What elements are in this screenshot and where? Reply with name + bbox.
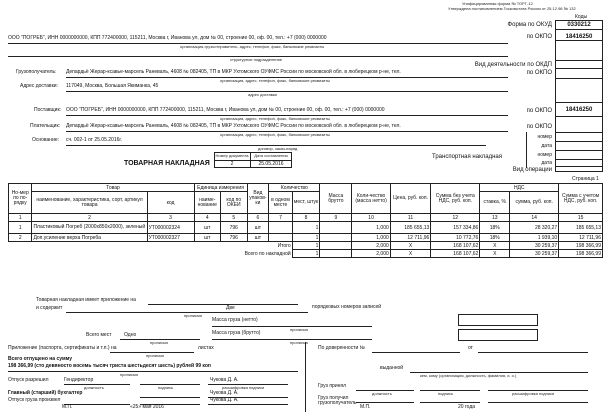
row2-sum: 10 772,76 xyxy=(431,234,480,242)
th-pack: Вид упаков-ки xyxy=(247,184,269,214)
vsego-vat: 30 259,37 xyxy=(510,250,559,258)
row2-total: 12 711,96 xyxy=(559,234,603,242)
consignee-value: Депардьё Жерар-ксавье-марсель Раневаль, 4608 № 082405, ТП в МКР Ухтомского ОУФМС России по московской обл. в люберецком р-не, тел. xyxy=(66,69,401,75)
accountant-label: Главный (старший) бухгалтер xyxy=(8,390,83,396)
two-text: Две xyxy=(226,305,235,311)
okdp-label: Вид деятельности по ОКДП xyxy=(474,62,552,68)
th-rate: ставка, % xyxy=(480,192,510,214)
row1-total: 185 655,13 xyxy=(559,222,603,234)
goods-table xyxy=(8,183,603,258)
row1-unit: шт xyxy=(194,222,221,234)
operation-label: Вид операции xyxy=(512,167,552,173)
basis-label: Основание: xyxy=(32,137,60,143)
row1-price: 185 655,13 xyxy=(390,222,431,234)
doc-number-header: Номер документа xyxy=(215,153,249,158)
th-vat: НДС xyxy=(480,184,559,192)
row1-name: Пластиковый Погреб (2000x850x2000), зеленый xyxy=(32,222,147,234)
th-okei: код по ОКЕИ xyxy=(221,192,248,214)
th-sum-novat: Сумма без учета НДС, руб. коп. xyxy=(431,184,480,214)
vsego-qty: 1 xyxy=(292,250,320,258)
words-caption-5: прописью xyxy=(146,353,165,358)
row2-price: 12 711,96 xyxy=(390,234,431,242)
payer-caption: организация, адрес, телефон, факс, банковские реквизиты xyxy=(220,132,330,137)
itogo-qty: 1 xyxy=(292,242,320,250)
row1-pack: шт xyxy=(247,222,269,234)
row2-unit: шт xyxy=(194,234,221,242)
poa-label: По доверенности № xyxy=(318,345,366,351)
delivery-caption: адрес доставки xyxy=(248,92,277,97)
row1-code: УТ000002324 xyxy=(147,222,194,234)
row1-okei: 796 xyxy=(221,222,248,234)
th-net: Коли-чество (масса нетто) xyxy=(352,184,390,214)
doc-title: ТОВАРНАЯ НАКЛАДНАЯ xyxy=(124,160,210,167)
contains-text: и содержит xyxy=(36,305,63,311)
released-name: Чукова Д. А. xyxy=(210,397,239,403)
number-label-1: номер xyxy=(537,134,552,140)
payer-label: Плательщик: xyxy=(30,123,61,129)
basis-caption: договор, заказ-наряд xyxy=(258,146,298,151)
itogo-net: 2,000 xyxy=(352,242,390,250)
words-caption-6: прописью xyxy=(120,372,139,377)
pos-caption-2: должность xyxy=(372,391,392,396)
row1-qty: 1 xyxy=(292,222,320,234)
th-gross: Масса брутто xyxy=(320,184,352,214)
col-num-9: 9 xyxy=(320,214,352,222)
th-qty: Количество xyxy=(269,184,320,192)
attach2-text: Приложение (паспорта, сертификаты и т.п.) на xyxy=(8,345,117,351)
table-row xyxy=(9,234,603,242)
cargo-allowed-label: Отпуск разрешил xyxy=(8,377,49,383)
year-text: 20 года xyxy=(458,404,476,410)
row2-qty: 1 xyxy=(292,234,320,242)
itogo-sum: 168 107,62 xyxy=(431,242,480,250)
division-caption: структурное подразделение xyxy=(230,57,283,62)
table-row xyxy=(9,222,603,234)
date-label-1: дата xyxy=(541,143,552,149)
th-places: мест, штук xyxy=(292,192,320,214)
decode-caption-2: расшифровка подписи xyxy=(512,391,555,396)
col-num-14: 14 xyxy=(510,214,559,222)
th-code: код xyxy=(147,192,194,214)
words-caption-2: прописью xyxy=(290,327,309,332)
sender-caption: организация-грузоотправитель, адрес, телефон, факс, банковские реквизиты xyxy=(180,44,325,49)
vsego-row: Всего по накладной 1 2,000 X 168 107,62 X 30 259,37 198 366,99 xyxy=(9,250,603,258)
row2-code: УТ000002327 xyxy=(147,234,194,242)
delivery-value: 117049, Москва, Большая Якиманка, 45 xyxy=(66,83,159,89)
row1-vat: 28 320,27 xyxy=(510,222,559,234)
date-label-2: дата xyxy=(541,160,552,166)
okpo-code-top: 18416250 xyxy=(565,34,593,40)
col-num-10: 10 xyxy=(352,214,390,222)
supplier-caption: организация, адрес, телефон, факс, банковские реквизиты xyxy=(220,116,330,121)
issued-label: выданной xyxy=(380,365,404,371)
page-label: Страница 1 xyxy=(572,176,599,182)
doc-number: 2 xyxy=(230,161,234,167)
unified-form-line1: Унифицированная форма № ТОРГ-12 xyxy=(462,1,533,6)
th-num: Но-мер по по-рядку xyxy=(9,184,32,214)
itogo-total: 198 366,99 xyxy=(559,242,603,250)
cargo-accepted-label: Груз принял xyxy=(318,383,347,389)
words-caption-4: прописью xyxy=(290,340,309,345)
row2-net: 1,000 xyxy=(352,234,390,242)
accountant-name: Чукова Д. А. xyxy=(210,390,239,396)
director-position: Гендиректор xyxy=(64,377,94,383)
vsego-total: 198 366,99 xyxy=(559,250,603,258)
th-goods-name: наименование, характеристика, сорт, артикул товара xyxy=(32,192,147,214)
from-label: от xyxy=(468,345,473,351)
row2-okei: 796 xyxy=(221,234,248,242)
okud-label: Форма по ОКУД xyxy=(507,22,552,28)
row2-pack: шт xyxy=(247,234,269,242)
supplier-value: ООО "ПОГРЕБ", ИНН 0000000000, КПП 772400000, 115211, Москва г, Иванова ул, дом № 00, строение 00, оф. 00, тел.: +7 (000) 0000000 xyxy=(66,107,385,113)
consignee-label: Грузополучатель: xyxy=(16,69,57,75)
col-num-4: 4 xyxy=(194,214,221,222)
gross2-label: Масса груза (брутто) xyxy=(212,330,261,336)
col-num-2: 2 xyxy=(32,214,147,222)
th-qty-place: в одном месте xyxy=(269,192,292,214)
decode-caption-1: расшифровка подписи xyxy=(222,385,265,390)
okpo-code-supplier: 18416250 xyxy=(565,107,593,113)
row1-sum: 157 334,86 xyxy=(431,222,480,234)
col-num-6: 6 xyxy=(247,214,269,222)
sign-caption-2: подпись xyxy=(438,391,454,396)
row1-num: 1 xyxy=(9,222,32,234)
sender-line: ООО "ПОГРЕБ", ИНН 0000000000, КПП 772400000, 115211, Москва г, Иванова ул, дом № 00, строение 00, оф. 00, тел.: +7 (000) 0000000 xyxy=(8,35,327,41)
sheets-text: листах xyxy=(198,345,214,351)
col-num-3: 3 xyxy=(147,214,194,222)
delivery-label: Адрес доставки: xyxy=(20,83,58,89)
col-num-7: 7 xyxy=(269,214,292,222)
sign-caption-1: подпись xyxy=(158,385,174,390)
col-num-8: 8 xyxy=(292,214,320,222)
th-unit-name: наиме-нование xyxy=(194,192,221,214)
seq-text: порядковых номеров записей xyxy=(312,304,382,310)
transport-label: Транспортная накладная xyxy=(432,154,503,160)
row1-rate: 18% xyxy=(480,222,510,234)
row2-num: 2 xyxy=(9,234,32,242)
okpo-label-payer: по ОКПО xyxy=(526,124,552,130)
payer-value: Депардьё Жерар-ксавье-марсель Раневаль, 4608 № 082405, ТП в МКР Ухтомского ОУФМС России по московской обл. в люберецком р-не, тел. xyxy=(66,123,401,129)
itogo-row: Итого 1 2,000 X 168 107,62 X 30 259,37 198 366,99 xyxy=(9,242,603,250)
director-name: Чукова Д. А. xyxy=(210,377,239,383)
col-num-5: 5 xyxy=(221,214,248,222)
th-price: Цена, руб. коп. xyxy=(390,184,431,214)
places-value: Одно xyxy=(124,332,137,338)
basis-value: сч. 002-1 от 25.05.2016г. xyxy=(66,137,122,143)
th-vat-sum: сумма, руб. коп. xyxy=(510,192,559,214)
cargo-received-label: Груз получил грузополучатель xyxy=(318,395,357,406)
supplier-label: Поставщик: xyxy=(34,107,62,113)
col-num-15: 15 xyxy=(559,214,603,222)
gross-label: Масса груза (нетто) xyxy=(212,317,258,323)
col-num-11: 11 xyxy=(390,214,431,222)
total-words: 198 366,99 (сто девяносто восемь тысяч триста шестьдесят шесть) рублей 99 коп xyxy=(8,363,211,369)
th-total: Сумма с учетом НДС, руб. коп. xyxy=(559,184,603,214)
unified-form-line2: Утверждена постановлением Госкомстата России от 25.12.98 № 132 xyxy=(448,6,576,11)
doc-date-header: Дата составления xyxy=(254,153,288,158)
row2-rate: 18% xyxy=(480,234,510,242)
row1-net: 1,000 xyxy=(352,222,390,234)
okud-code: 0330212 xyxy=(567,22,591,28)
col-num-13: 13 xyxy=(480,214,510,222)
itogo-label: Итого xyxy=(9,242,293,250)
places-label: Всего мест xyxy=(86,332,112,338)
mp-right: М.П. xyxy=(360,404,371,410)
row2-vat: 1 939,10 xyxy=(510,234,559,242)
total-released-label: Всего отпущено на сумму xyxy=(8,356,73,362)
okpo-label-top: по ОКПО xyxy=(526,34,552,40)
words-caption-3: прописью xyxy=(150,340,169,345)
vsego-label: Всего по накладной xyxy=(244,250,291,257)
words-caption-1: прописью xyxy=(184,313,203,318)
okpo-label-consignee: по ОКПО xyxy=(526,70,552,76)
date-line-left: «25» мая 2016 xyxy=(130,404,164,410)
th-unit: Единица измерения xyxy=(194,184,247,192)
doc-date: 25.05.2016 xyxy=(258,161,284,167)
col-num-12: 12 xyxy=(431,214,480,222)
itogo-vat: 30 259,37 xyxy=(510,242,559,250)
mp-left: М.П. xyxy=(62,404,73,410)
th-goods: Товар xyxy=(32,184,194,192)
issued-caption: кем, кому (организация, должность, фамилия, и. о.) xyxy=(420,373,517,378)
released-by-label: Отпуск груза произвел xyxy=(8,397,61,403)
vsego-sum: 168 107,62 xyxy=(431,250,480,258)
okpo-label-supplier: по ОКПО xyxy=(526,108,552,114)
col-num-1: 1 xyxy=(9,214,32,222)
attach-text: Товарная накладная имеет приложение на xyxy=(36,297,136,303)
pos-caption-1: должность xyxy=(84,385,104,390)
row2-name: Доп.усиление верха Погреба xyxy=(32,234,147,242)
number-label-2: номер xyxy=(537,152,552,158)
consignee-caption: организация, адрес, телефон, факс, банковские реквизиты xyxy=(220,78,330,83)
codes-label: Коды xyxy=(575,14,588,20)
vsego-net: 2,000 xyxy=(352,250,390,258)
